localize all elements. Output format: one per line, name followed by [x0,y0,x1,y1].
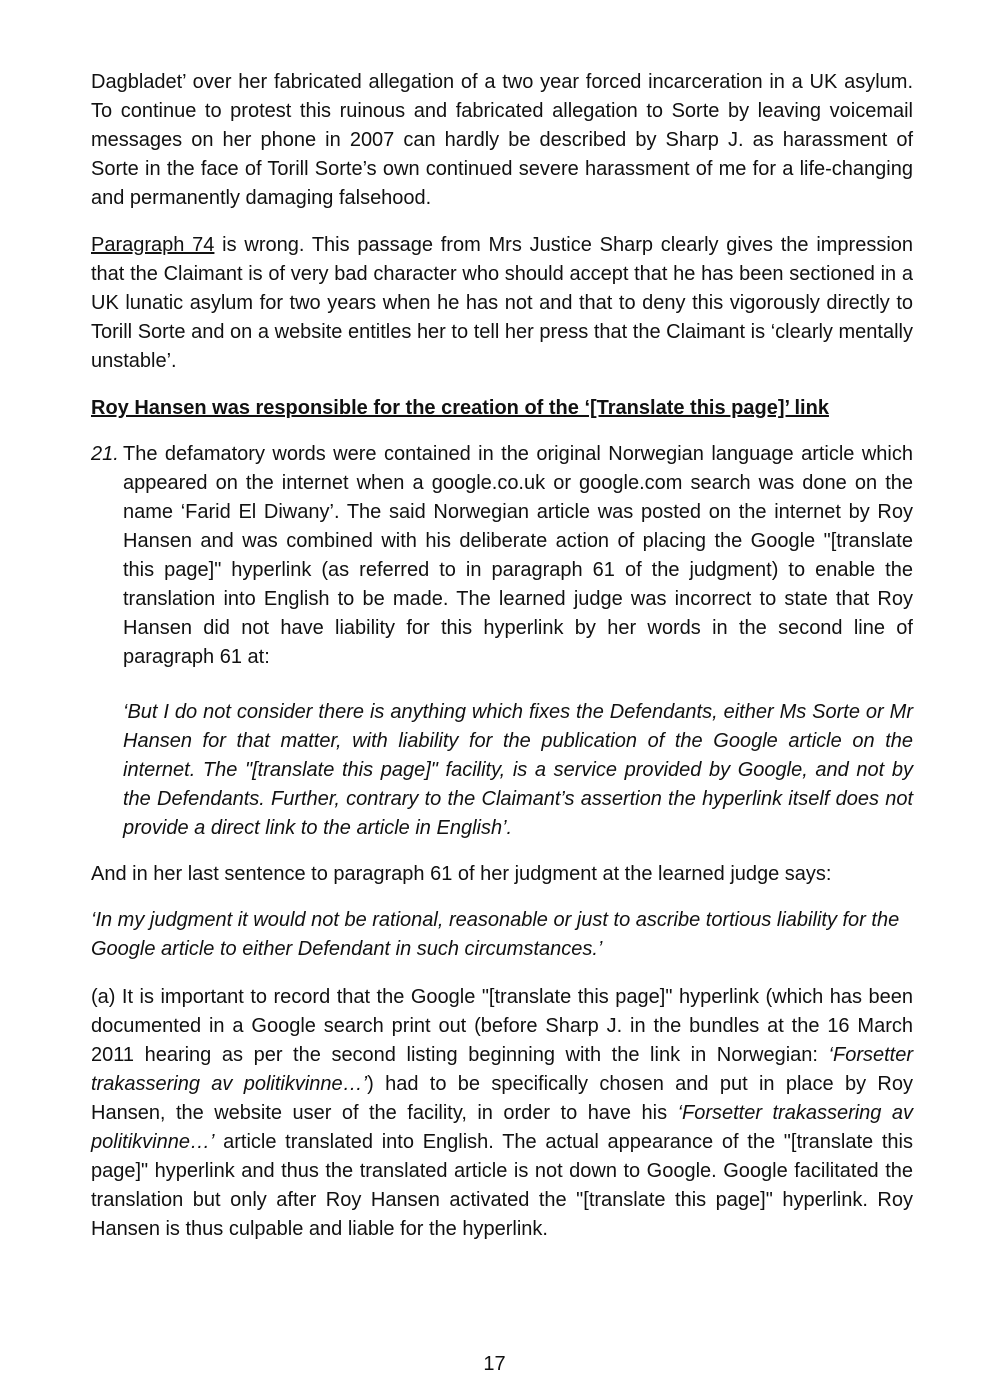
section-heading: Roy Hansen was responsible for the creation of the ‘[Translate this page]’ link [91,397,829,419]
item-text: The defamatory words were contained in the original Norwegian language article which appeared on the internet when a google.co.uk or google.com search was done on the name ‘Farid El Diwany’. The said Norwegian article was posted on the internet by Roy Hansen and was combined with his deliberate action of placing the Google "[translate this page]" hyperlink (as referred to in paragraph 61 of the judgment) to enable the translation into English to be made. The learned judge was incorrect to state that Roy Hansen did not have liability for this hyperlink by her words in the second line of paragraph 61 at: [123,443,913,668]
paragraph-a [91,983,913,1244]
paragraph-text: Dagbladet’ over her fabricated allegation of a two year forced incarceration in a UK asylum. To continue to protest this ruinous and fabricated allegation to Sorte by leaving voicemail messages on her phone in 2007 can hardly be described by Sharp J. as harassment of Sorte in the face of Torill Sorte’s own continued severe harassment of me for a life-changing and permanently damaging falsehood. [91,71,913,209]
article-title: ‘Forsetter trakassering av politikvinne…’ [91,1102,914,1153]
paragraph-text: article translated into English. The actual appearance of the "[translate this page]" hyperlink and thus the translated article is not down to Google. Google facilitated the translation but only after Roy Hansen activated the "[translate this page]" hyperlink. Roy Hansen is thus culpable and liable for the hyperlink. [91,1131,913,1240]
item-number: 21. [91,443,119,465]
paragraph-last-sentence: And in her last sentence to paragraph 61 of her judgment at the learned judge says: [91,863,832,885]
numbered-item-21 [91,440,913,672]
page-number: 17 [483,1353,506,1375]
judgment-quote: ‘But I do not consider there is anything which fixes the Defendants, either Ms Sorte or Mr Hansen for that matter, with liability for the publication of the Google article on the internet. The "[translate this page]" facility, is a service provided by Google, and not by the Defendants. Further, contrary to the Claimant’s assertion the hyperlink itself does not provide a direct link to the article in English’. [123,701,913,839]
article-title: ‘Forsetter trakassering av politikvinne…’ [91,1044,913,1095]
paragraph-text: (a) It is important to record that the Google "[translate this page]" hyperlink (which has been documented in a Google search print out (before Sharp J. in the bundles at the 16 March 2011 hearing as per the second listing beginning with the link in Norwegian: [91,986,913,1066]
paragraph-74 [91,231,913,376]
paragraph-dagbladet [91,68,913,213]
paragraph-74-reference: Paragraph 74 [91,234,215,256]
paragraph-text: is wrong. This passage from Mrs Justice Sharp clearly gives the impression that the Claimant is of very bad character who should accept that he has been sectioned in a UK lunatic asylum for two years when he has not and that to deny this vigorously directly to Torill Sorte and on a website entitles her to tell her press that the Claimant is ‘clearly mentally unstable’. [91,234,914,372]
paragraph-text: ) had to be specifically chosen and put in place by Roy Hansen, the website user of the facility, in order to have his [91,1073,913,1124]
judgment-quote-2: ‘In my judgment it would not be rational, reasonable or just to ascribe tortious liability for the Google article to either Defendant in such circumstances.’ [91,909,900,960]
